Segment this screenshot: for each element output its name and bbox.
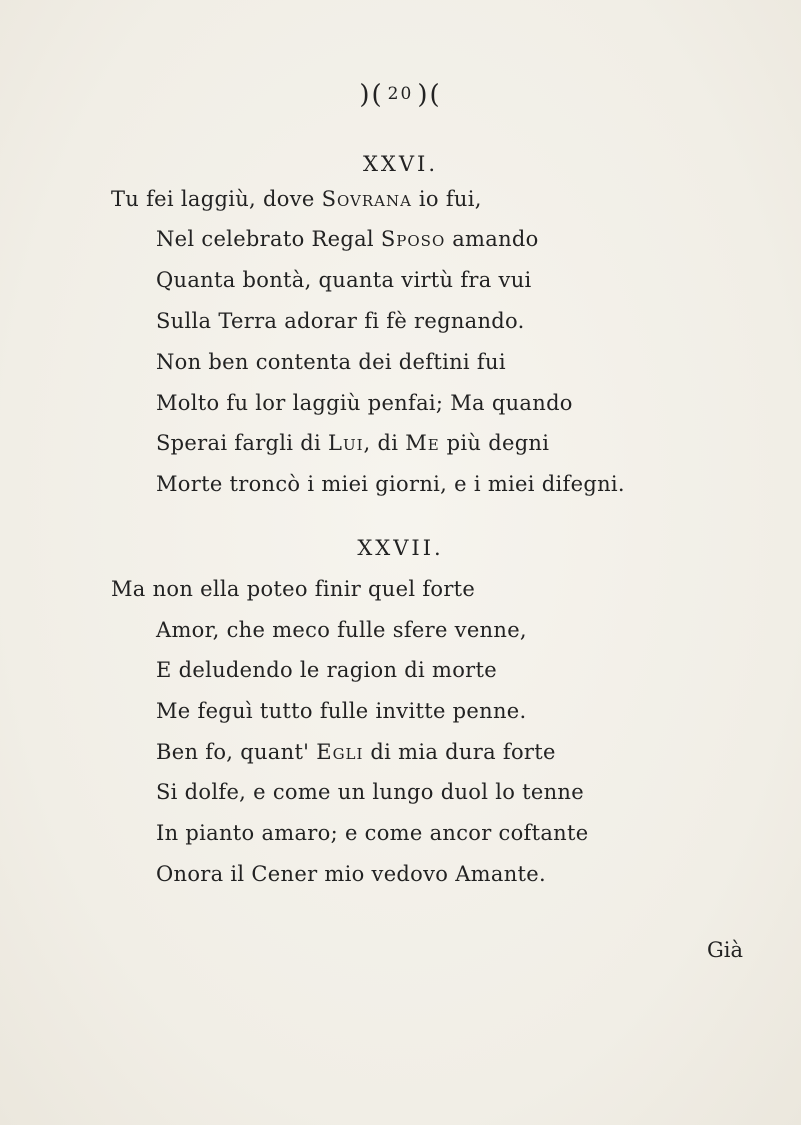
- verse-line: Ben fo, quant' Egli di mia dura forte: [156, 740, 556, 764]
- verse-line: Non ben contenta dei deftini fui: [156, 350, 506, 374]
- verse-line: Sulla Terra adorar fi fè regnando.: [156, 309, 525, 333]
- ornament-left: )(: [359, 80, 384, 110]
- ornament-right: )(: [417, 80, 442, 110]
- verse-line: Onora il Cener mio vedovo Amante.: [156, 862, 546, 886]
- verse-line: Me feguì tutto fulle invitte penne.: [156, 699, 527, 723]
- verse-line: Molto fu lor laggiù penfai; Ma quando: [156, 391, 573, 415]
- catchword: Già: [707, 938, 744, 962]
- section-title-xxvii: XXVII.: [357, 536, 444, 560]
- verse-line: E deludendo le ragion di morte: [156, 658, 497, 682]
- verse-line: Morte troncò i miei giorni, e i miei difegni.: [156, 472, 625, 496]
- verse-line: Amor, che meco fulle sfere venne,: [156, 618, 527, 642]
- verse-line: Sperai fargli di Lui, di Me più degni: [156, 431, 550, 455]
- page-header: [0, 80, 801, 110]
- verse-line: In pianto amaro; e come ancor coftante: [156, 821, 589, 845]
- verse-line: Quanta bontà, quanta virtù fra vui: [156, 268, 532, 292]
- verse-line: Tu fei laggiù, dove Sovrana io fui,: [111, 187, 482, 211]
- page-number: 20: [387, 84, 414, 104]
- verse-line: Ma non ella poteo finir quel forte: [111, 577, 476, 601]
- verse-line: Nel celebrato Regal Sposo amando: [156, 227, 539, 251]
- verse-line: Si dolfe, e come un lungo duol lo tenne: [156, 780, 584, 804]
- section-title-xxvi: XXVI.: [362, 152, 439, 176]
